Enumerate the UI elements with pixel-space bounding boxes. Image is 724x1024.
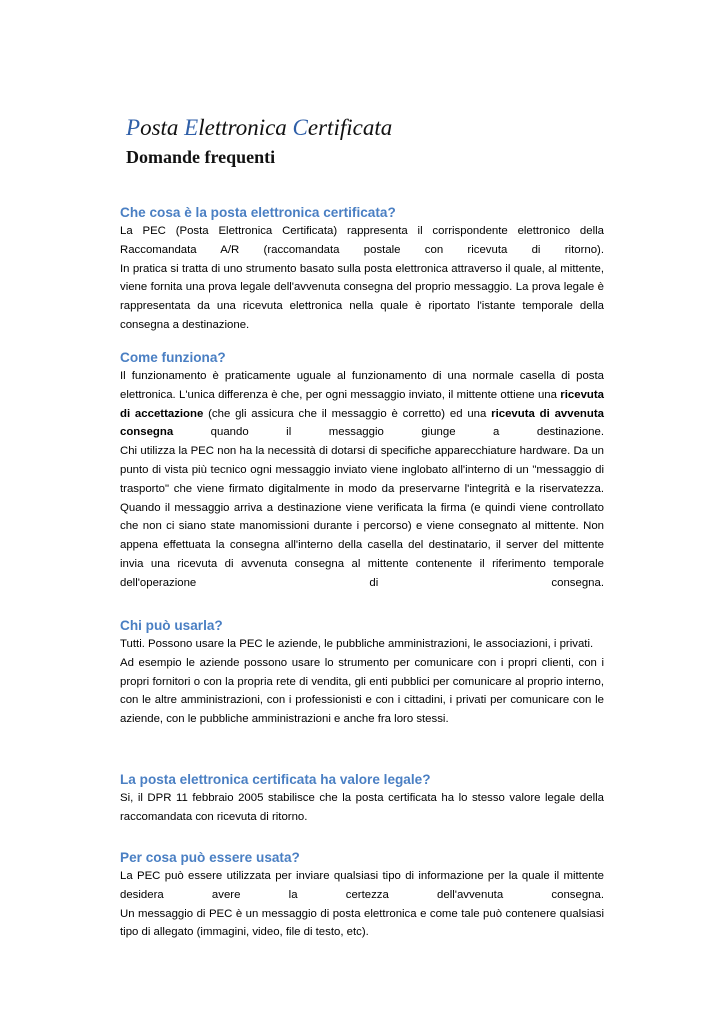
title-word-rest: lettronica bbox=[198, 115, 293, 140]
section-paragraph: Ad esempio le aziende possono usare lo strumento per comunicare con i propri clienti, con i propri fornitori o con la propria rete di vendita, gli enti pubblici per comunicare al proprio interno, con le altre amministrazioni, con i professionisti e con i cittadini, i privati per comunicare con le aziende, con le pubbliche amministrazioni e anche fra loro stessi. bbox=[120, 656, 604, 726]
bold-term-acceptance-receipt: ricevuta di accettazione bbox=[120, 388, 604, 420]
title-initial-p: P bbox=[126, 115, 141, 140]
page-subtitle: Domande frequenti bbox=[126, 147, 276, 167]
section-heading: Che cosa è la posta elettronica certificata? bbox=[120, 205, 396, 220]
faq-section-legal-value bbox=[120, 770, 604, 827]
section-paragraph: In pratica si tratta di uno strumento basato sulla posta elettronica attraverso il quale, al mittente, viene fornita una prova legale dell'avvenuta consegna del proprio messaggio. La prova legale è rappresentata da una ricevuta elettronica nella quale è riportato l'istante temporale della consegna a destinazione. bbox=[120, 262, 604, 331]
faq-section-who-can-use bbox=[120, 616, 604, 729]
section-paragraph: La PEC (Posta Elettronica Certificata) rappresenta il corrispondente elettronico della Raccomandata A/R (raccomandata postale con ricevuta di ritorno). bbox=[120, 225, 604, 256]
faq-section-what-is-pec bbox=[120, 203, 604, 335]
faq-section-what-for bbox=[120, 848, 604, 942]
title-word-rest: osta bbox=[140, 115, 185, 140]
section-paragraph: Un messaggio di PEC è un messaggio di posta elettronica e come tale può contenere qualsiasi tipo di allegato (immagini, video, file di testo, etc). bbox=[120, 907, 604, 939]
title-initial-e: E bbox=[184, 115, 199, 140]
section-heading: Come funziona? bbox=[120, 350, 226, 365]
paragraph-text: (che gli assicura che il messaggio è corretto) ed una bbox=[203, 407, 492, 420]
section-paragraph: La PEC può essere utilizzata per inviare qualsiasi tipo di informazione per la quale il mittente desidera avere la certezza dell'avvenuta consegna. bbox=[120, 870, 604, 901]
section-heading: Per cosa può essere usata? bbox=[120, 850, 300, 865]
section-paragraph bbox=[120, 367, 604, 442]
section-heading: Chi può usarla? bbox=[120, 618, 223, 633]
title-word-rest: ertificata bbox=[307, 115, 393, 140]
bold-term-delivery-receipt: ricevuta di avvenuta consegna bbox=[120, 407, 604, 439]
page-title bbox=[126, 113, 392, 143]
section-heading: La posta elettronica certificata ha valore legale? bbox=[120, 772, 431, 787]
paragraph-text: Il funzionamento è praticamente uguale al funzionamento di una normale casella di posta elettronica. L'unica differenza è che, per ogni messaggio inviato, il mittente ottiene una bbox=[120, 370, 604, 401]
faq-section-how-it-works bbox=[120, 348, 604, 593]
section-paragraph: Chi utilizza la PEC non ha la necessità di dotarsi di specifiche apparecchiature hardware. Da un punto di vista più tecnico ogni messaggio inviato viene inglobato all'interno di un "messaggio di trasporto" che viene firmato digitalmente in modo da preservarne l'integrità e la riservatezza. Quando il messaggio arriva a destinazione viene verificata la firma (e quindi viene controllato che non ci siano state manomissioni durante i percorso) e viene consegnato al mittente. Non appena effettuata la consegna all'interno della casella del destinatario, il server del mittente invia una ricevuta di avvenuta consegna al mittente contenente il riferimento temporale dell'operazione di consegna. bbox=[120, 445, 604, 589]
section-paragraph: Tutti. Possono usare la PEC le aziende, le pubbliche amministrazioni, le associazioni, i privati. bbox=[120, 638, 594, 650]
title-initial-c: C bbox=[292, 115, 308, 140]
paragraph-text: quando il messaggio giunge a destinazione. bbox=[173, 426, 604, 439]
section-paragraph: Si, il DPR 11 febbraio 2005 stabilisce che la posta certificata ha lo stesso valore legale della raccomandata con ricevuta di ritorno. bbox=[120, 792, 604, 823]
